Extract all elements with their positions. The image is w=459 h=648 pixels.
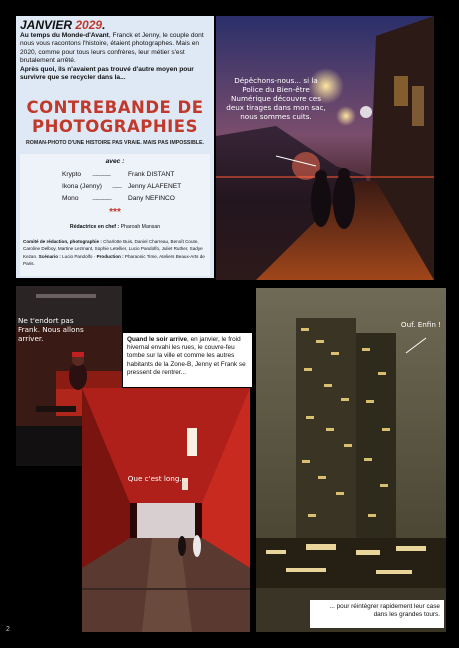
actor-name: Frank DISTANT: [128, 171, 175, 178]
separator-stars: ***: [109, 207, 121, 218]
story-subtitle: ROMAN-PHOTO D'UNE HISTOIRE PAS VRAIE. MAIS PAS IMPOSSIBLE.: [25, 140, 205, 146]
committee-label: Comité de rédaction, photographie :: [23, 239, 102, 244]
cast-box: [20, 154, 210, 276]
production-label: Production :: [96, 253, 124, 259]
role-name: Krypto: [62, 171, 82, 178]
date-heading: [20, 18, 105, 32]
intro-second: Après quoi, ils n'avaient pas trouvé d'autre moyen pour survivre que se recycler dans la...: [20, 65, 194, 82]
scenario-label: Scénario :: [38, 253, 61, 259]
date-dot: .: [102, 18, 106, 32]
story-title: [16, 98, 214, 136]
street-photo-panel: [216, 16, 434, 280]
street-balloon: Dépêchons-nous... si la Police du Bien-être Numérique découvre ces deux tirages dans mon sac, nous sommes cuits.: [226, 76, 326, 121]
evening-lead: Quand le soir arrive: [127, 336, 188, 343]
intro-panel: [16, 16, 214, 278]
intro-body: , Franck et Jenny, le couple dont nous vous racontons l'histoire, étaient photographes. Mais en 2020, comme pour tous leurs confrères, leur métier s'est brutalement arrêté.: [20, 32, 204, 65]
tower-photo-panel: [256, 288, 446, 632]
chief-label: Rédactrice en chef :: [69, 224, 120, 230]
title-line-1: CONTREBANDE DE: [26, 98, 204, 117]
tower-balloon: Ouf. Enfin !: [400, 320, 442, 329]
production-names: Pharaonic Time, Ateliers Beaux-Arts de Paris.: [23, 253, 205, 267]
title-line-2: PHOTOGRAPHIES: [32, 117, 198, 136]
evening-caption: [123, 333, 252, 387]
evening-text: , en janvier, le froid hivernal envahi les rues, le couvre-feu tombe sur la ville et comme les autres habitants de la Zone-B, Jenny et Frank se pressent de rentrer...: [127, 336, 246, 376]
role-name: Ikona (Jenny): [62, 183, 102, 190]
tunnel-photo: [82, 388, 250, 632]
credits-text: [23, 238, 209, 268]
intro-lead: Au temps du Monde-d'Avant: [20, 32, 109, 39]
chief-editor: [20, 224, 210, 230]
committee-names: Charlotte Buis, Daniel Charreau, Benoît Coute, Caroline Delboy, Martine Lezmant, Sophie Letellier, Lucio Pandolfo, Juliet Ruther, Sadye Kezan.: [23, 239, 203, 259]
chief-name: Pharoah Mansan: [119, 224, 161, 230]
role-dots: ...........: [112, 183, 122, 190]
page-number: 2: [6, 626, 10, 633]
tower-photo: [256, 288, 446, 632]
role-dots: .......................: [92, 195, 112, 202]
month-text: JANVIER: [20, 18, 76, 32]
actor-name: Jenny ALAFENET: [128, 183, 182, 190]
street-photo: [216, 16, 434, 280]
tunnel-photo-panel: [82, 388, 250, 632]
tunnel-balloon: Que c'est long...: [127, 474, 187, 483]
role-name: Mono: [62, 195, 79, 202]
bench-balloon: Ne t'endort pas Frank. Nous allons arriver.: [18, 316, 84, 343]
role-dots: ......................: [92, 171, 111, 178]
cast-heading: avec :: [105, 158, 125, 165]
tower-caption: ... pour réintégrer rapidement leur case dans les grandes tours.: [310, 600, 444, 628]
scenario-names: Lucio Pandolfo ·: [60, 253, 97, 259]
intro-text: [20, 32, 210, 82]
year-text: 2029: [75, 18, 103, 32]
actor-name: Dany NEFINCO: [128, 195, 175, 202]
